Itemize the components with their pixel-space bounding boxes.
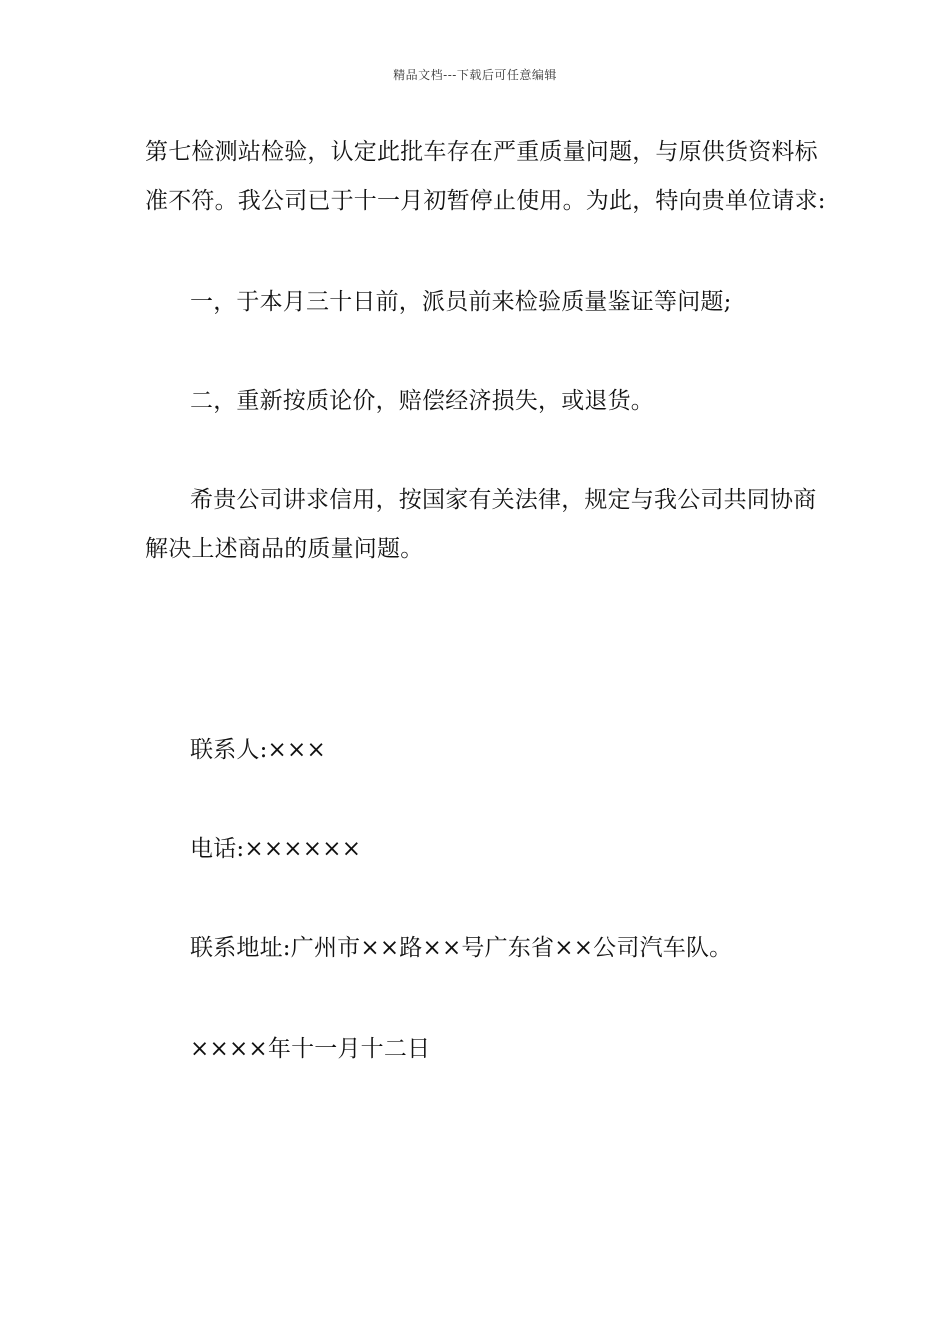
paragraph-line: 解决上述商品的质量问题。 [145, 536, 424, 562]
letter-date: ××××年十一月十二日 [190, 1036, 431, 1062]
contact-person: 联系人:××× [190, 737, 326, 763]
paragraph-line: 希贵公司讲求信用，按国家有关法律，规定与我公司共同协商 [190, 487, 817, 513]
request-item-1: 一，于本月三十日前，派员前来检验质量鉴证等问题; [190, 289, 732, 315]
paragraph-line: 第七检测站检验，认定此批车存在严重质量问题，与原供货资料标 [145, 139, 818, 165]
request-item-2: 二，重新按质论价，赔偿经济损失，或退货。 [190, 388, 654, 414]
paragraph-line: 准不符。我公司已于十一月初暂停止使用。为此，特向贵单位请求: [145, 188, 826, 214]
contact-address: 联系地址:广州市××路××号广东省××公司汽车队。 [190, 935, 733, 961]
page-header: 精品文档---下载后可任意编辑 [393, 68, 557, 82]
contact-phone: 电话:×××××× [190, 836, 362, 862]
